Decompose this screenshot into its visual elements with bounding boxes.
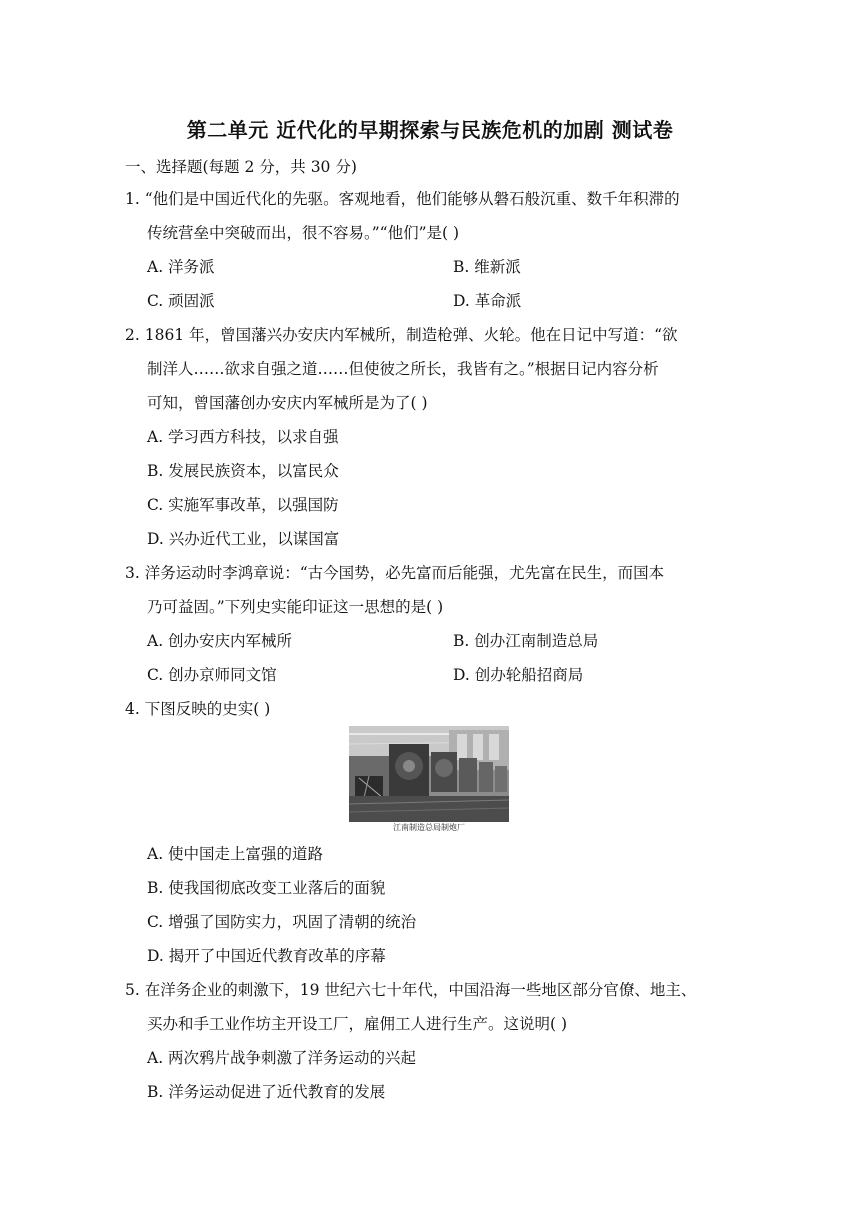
question-3-option-d: D. 创办轮船招商局 — [453, 666, 584, 684]
figure-caption: 江南制造总局制炮厂 — [393, 823, 465, 832]
question-1-option-a: A. 洋务派 — [147, 258, 215, 276]
question-1-option-d: D. 革命派 — [453, 292, 522, 310]
question-4-option-b: B. 使我国彻底改变工业落后的面貌 — [147, 879, 386, 897]
question-3-line-2: 乃可益固。”下列史实能印证这一思想的是( ) — [147, 598, 444, 616]
question-2-option-d: D. 兴办近代工业，以谋国富 — [147, 530, 340, 548]
question-1-line-1: 1. “他们是中国近代化的先驱。客观地看，他们能够从磐石般沉重、数千年积滞的 — [125, 190, 680, 208]
question-2-line-1: 2. 1861 年，曾国藩兴办安庆内军械所，制造枪弹、火轮。他在日记中写道：“欲 — [125, 326, 678, 344]
question-4-option-c: C. 增强了国防实力，巩固了清朝的统治 — [147, 913, 417, 931]
question-5-option-b: B. 洋务运动促进了近代教育的发展 — [147, 1083, 386, 1101]
question-3-option-b: B. 创办江南制造总局 — [453, 632, 599, 650]
question-1-option-b: B. 维新派 — [453, 258, 521, 276]
question-4-line-1: 4. 下图反映的史实( ) — [125, 700, 271, 718]
question-4-option-d: D. 揭开了中国近代教育改革的序幕 — [147, 947, 386, 965]
question-1-line-2: 传统营垒中突破而出，很不容易。”“他们”是( ) — [147, 224, 460, 242]
question-5-line-2: 买办和手工业作坊主开设工厂，雇佣工人进行生产。这说明( ) — [147, 1015, 568, 1033]
question-4-option-a: A. 使中国走上富强的道路 — [147, 845, 324, 863]
section-heading: 一、选择题(每题 2 分，共 30 分) — [125, 158, 357, 176]
question-3-option-a: A. 创办安庆内军械所 — [147, 632, 293, 650]
question-1-option-c: C. 顽固派 — [147, 292, 215, 310]
question-2-line-2: 制洋人……欲求自强之道……但使彼之所长，我皆有之。”根据日记内容分析 — [147, 360, 659, 378]
question-2-line-3: 可知，曾国藩创办安庆内军械所是为了( ) — [147, 394, 428, 412]
question-2-option-b: B. 发展民族资本，以富民众 — [147, 462, 339, 480]
question-3-line-1: 3. 洋务运动时李鸿章说：“古今国势，必先富而后能强，尤先富在民生，而国本 — [125, 564, 665, 582]
page-title: 第二单元 近代化的早期探索与民族危机的加剧 测试卷 — [186, 118, 674, 142]
question-5-option-a: A. 两次鸦片战争刺激了洋务运动的兴起 — [147, 1049, 417, 1067]
question-2-option-a: A. 学习西方科技，以求自强 — [147, 428, 339, 446]
question-5-line-1: 5. 在洋务企业的刺激下，19 世纪六七十年代，中国沿海一些地区部分官僚、地主、 — [125, 981, 697, 999]
question-2-option-c: C. 实施军事改革，以强国防 — [147, 496, 339, 514]
factory-photo — [349, 726, 509, 822]
question-3-option-c: C. 创办京师同文馆 — [147, 666, 277, 684]
